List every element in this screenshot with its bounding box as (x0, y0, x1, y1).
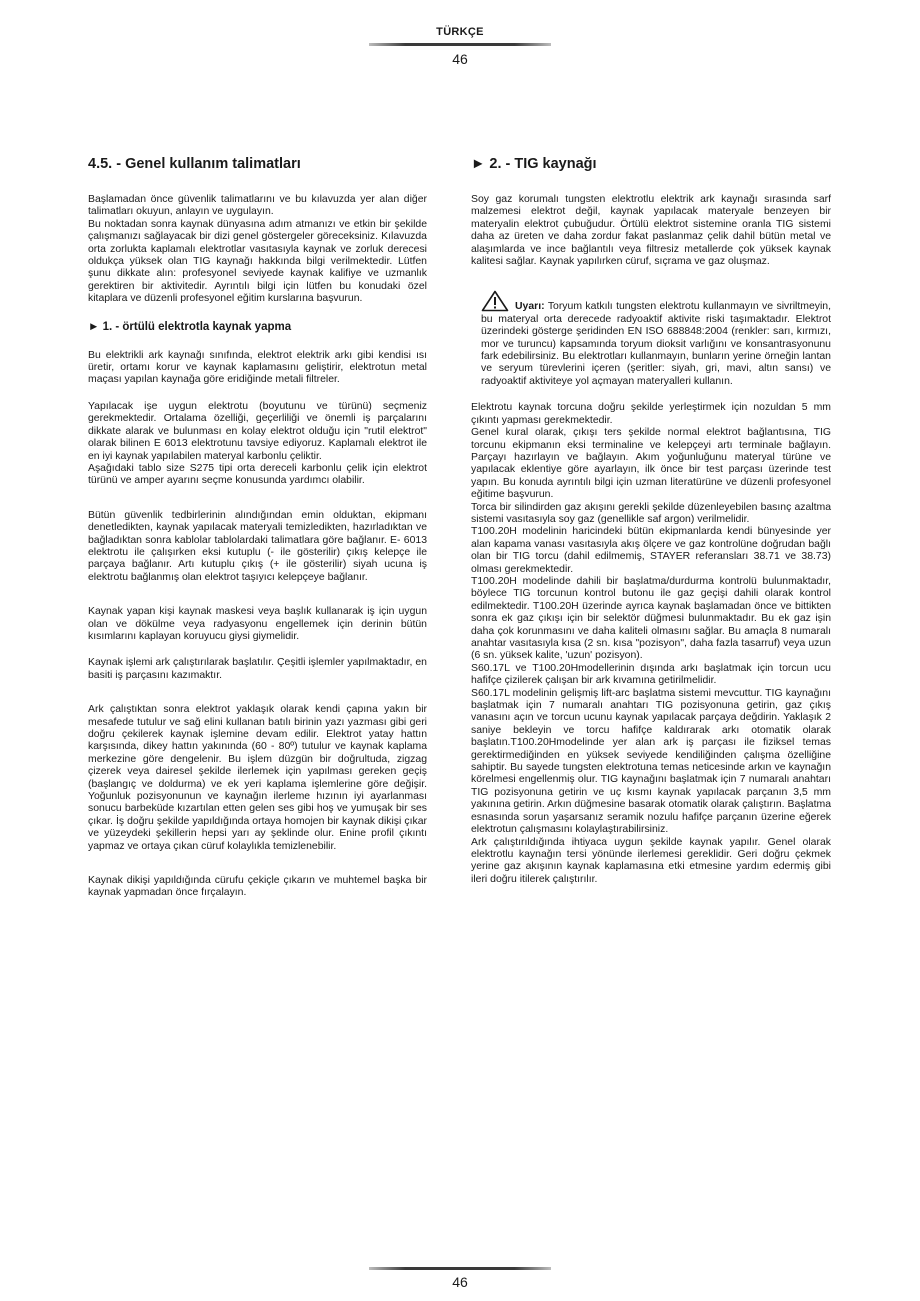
left-column (88, 155, 427, 900)
section-title-tig-welding: ► 2. - TIG kaynağı (471, 156, 597, 172)
right-column (471, 155, 831, 886)
footer-divider (369, 1267, 551, 1270)
paragraph: Genel kural olarak, çıkışı ters şekilde normal elektrot bağlantısına, TIG torcunu ekipmanın eksi terminaline ve kelepçeyi artı terminale bağlayın. Parçayı hazırlayın ve bağlayın. Akım yoğunluğunu materyal türüne ve yapılacak eklentiye göre ayarlayın, ilk önce bir test parçası üzerinde test yapın. Bu konuda ayrıntılı bilgi için uzman literatürüne ve düzenli profesyonel eğitime başvurun. (471, 427, 831, 501)
paragraph: S60.17L modelinin gelişmiş lift-arc başlatma sistemi mevcuttur. TIG kaynağını başlatmak için 7 numaralı anahtarı TIG pozisyonuna getirin, gaz çıkış vanasını açın ve torcun ucunu kaynak yapılacak parçaya değdirin. Yaklaşık 2 saniye bekleyin ve torcu hafifçe kaldırarak arkı otomatik olarak başlatın.T100.20Hmodelinde yer alan ark iş parçası ile fiziksel temas gerektirmediğinden en yüksek seviyede kendiliğinden çalışma özelliğine sahiptir. Bu sayede tungsten elektrotuna temas neticesinde arkın ve kaynağın körelmesi engellenmiş olur. TIG kaynağını başlatmak için 7 numaralı anahtarı TIG pozisyonuna getirin ve uç kısmı kaynak yapılacak parçanın 3,5 mm yakınına getirin. Arkın düğmesine basarak otomatik olarak çalıştırın. Başlatma esnasında sorun yaşarsanız seramik nozulu hafifçe parçanın üzerine eğerek elektrotun çalışmasını kolaylaştırabilirsiniz. (471, 687, 831, 836)
paragraph: Başlamadan önce güvenlik talimatlarını ve bu kılavuzda yer alan diğer talimatları okuyun, anlayın ve uygulayın. (88, 194, 427, 218)
warning-paragraph (471, 290, 831, 388)
paragraph: Yapılacak işe uygun elektrotu (boyutunu ve türünü) seçmeniz gerekmektedir. Ortalama özelliği, geçerliliği ve önemli iş parçalarını dikkate alarak ve bulunması en kolay elektrot olduğu için "rutil elektrot" olarak bilinen E 6013 elektrotunu tavsiye ediyoruz. Kaplamalı elektrot ile en iyi kaynak yapılabilen materyal karbonlu çeliktir. (88, 400, 427, 462)
paragraph: Bu elektrikli ark kaynağı sınıfında, elektrot elektrik arkı gibi kendisi ısı üretir, ortamı korur ve kaynak kaplamasını geliştirir, elektrotun metal maçası yapılan kaynağa göre eridiğinde metali filtreler. (88, 349, 427, 386)
paragraph: T100.20H modelinde dahili bir başlatma/durdurma kontrolü bulunmaktadır, böylece TIG torcunun kontrol butonu ile gaz geçişi dahili olarak kontrol edilmektedir. T100.20H üzerinde ayrıca kaynak başlamadan önce ve bittikten sonra ek gaz çıkışı için bir selektör düğmesi bulunmaktadır. Bu ek gaz işin daha çok korunmasını ve daha kaliteli olmasını sağlar. Bu amaçla 8 numaralı anahtar vasıtasıyla kısa (2 sn. kısa "pozisyon", daha fazla tasarruf) veya uzun (6 sn. yüksek kalite, 'uzun' pozisyon). (471, 575, 831, 662)
paragraph: S60.17L ve T100.20Hmodellerinin dışında arkı başlatmak için torcun ucu hafifçe çizilerek çalışan bir ark kıvamına getirilmelidir. (471, 662, 831, 687)
paragraph: Elektrotu kaynak torcuna doğru şekilde yerleştirmek için nozuldan 5 mm çıkıntı yapması gerekmektedir. (471, 402, 831, 426)
paragraph: Ark çalıştıktan sonra elektrot yaklaşık olarak kendi çapına yakın bir mesafede tutulur ve sağ elini kullanan batılı birinin yazı yazması gibi geri doğru çekilerek kaynak işlemine devam edilir. Elektrot yatay hattın karşısında, dikey hattın yakınında (60 - 80º) tutulur ve kaynak kaplama merkezine göre dengelenir. Bu işlem düzgün bir doğrultuda, zigzag çizerek veya dairesel şekilde ilerlemek için yapılması gereken geçiş (başlangıç ve doldurma) ve ek yeri kaplama işlemlerine göre değişir. Yoğunluk pozisyonunun ve kaynağın ilerleme hızının iyi ayarlanması sonucu barbeküde kızartılan etten gelen ses gibi hoş ve yumuşak bir ses çıkar. İş doğru şekilde yapıldığında ortaya homojen bir kaynak dikişi çıkar ve yüzeydeki şekillerin hepsi yarı ay şeklinde olur. Enine profil çıkıntı yapmaz ve ortaya çıkan cüruf kolaylıkla temizlenebilir. (88, 704, 427, 852)
paragraph: Kaynak yapan kişi kaynak maskesi veya başlık kullanarak iş için uygun olan ve dökülme veya radyasyonu engellemek için derinin bütün kısımlarını kaplayan koruyucu giysi giymelidir. (88, 606, 427, 642)
subsection-title-coated-electrode: ► 1. - örtülü elektrotla kaynak yapma (88, 320, 292, 333)
paragraph: Aşağıdaki tablo size S275 tipi orta dereceli karbonlu çelik için elektrot türünü ve amper ayarını seçme konusunda yardımcı olabilir. (88, 462, 427, 487)
paragraph: Kaynak işlemi ark çalıştırılarak başlatılır. Çeşitli işlemler yapılmaktadır, en basiti iş parçasını kazımaktır. (88, 657, 427, 681)
paragraph: Ark çalıştırıldığında ihtiyaca uygun şekilde kaynak yapılır. Genel olarak elektrotlu kaynağın tersi yönünde ilerlemesi gereklidir. Geri doğru çekmek yerine gaz akışının kaynak kaplamasına etki etmesine yardım edermiş gibi ileri doğru itilerek çalıştırılır. (471, 836, 831, 885)
page-number-top: 46 (452, 51, 468, 67)
paragraph: Soy gaz korumalı tungsten elektrotlu elektrik ark kaynağı sırasında sarf malzemesi elektrot değil, kaynak yapılacak materyale benzeyen bir materyalin elektrot çubuğudur. Örtülü elektrot sistemine oranla TIG sistemi daha az üreten ve daha zordur fakat paslanmaz çelik dahil bütün metal ve alaşımlarda ve ince bağlantılı veya filtresiz metallerde çok yüksek kaynak kalitesi sağlar. Kaynak yapılırken cüruf, sıçrama ve gaz oluşmaz. (471, 194, 831, 268)
language-label: TÜRKÇE (436, 26, 484, 38)
page-number-bottom: 46 (452, 1274, 468, 1290)
section-title-general-instructions: 4.5. - Genel kullanım talimatları (88, 156, 301, 172)
warning-label: Uyarı: (515, 301, 545, 313)
paragraph: T100.20H modelinin haricindeki bütün ekipmanlarda kendi bünyesinde yer alan kapama vanası vasıtasıyla akış ölçere ve gaz kontrolüne doğrudan bağlı olan bir TIG torcu (dahil edilmemiş, STAYER referansları 38.71 ve 38.73) olması gerekmektedir. (471, 526, 831, 575)
warning-text: Toryum katkılı tungsten elektrotu kullanmayın ve sivriltmeyin, bu materyal orta derecede radyoaktif aktivite riski taşımaktadır. Elektrot üzerindeki gösterge şeridinden EN ISO 688848:2004 (renkler: sarı, kırmızı, mor ve turuncu) kapsamında toryum dioksit varlığını ve konsantrasyonunu fark edebilirsiniz. Bu elektrotları kullanmayın, bunların yerine örneğin lantan ve seryum türevlerini içeren (şeritler: siyah, gri, mavi, altın sansı) ve radyoaktif aktiviteye yol açmayan materyalleri kullanın. (481, 301, 831, 387)
paragraph: Bütün güvenlik tedbirlerinin alındığından emin olduktan, ekipmanı denetledikten, kaynak yapılacak materyali temizledikten, hazırladıktan ve bağladıktan sonra kablolar tablolardaki talimatlara göre bağlanır. E- 6013 elektrotu ile çalışırken eksi kutuplu (- ile gösterilir) çıkış kelepçe ile parçaya bağlanır. Artı kutuplu çıkış (+ ile gösterilir) siyah ucuna iş elektrotu bağlanmış olan elektrot taşıyıcı kelepçeye bağlanır. (88, 509, 427, 583)
paragraph: Torca bir silindirden gaz akışını gerekli şekilde düzenleyebilen basınç azaltma sistemi vasıtasıyla soy gaz (genellikle saf argon) verilmelidir. (471, 501, 831, 525)
paragraph: Bu noktadan sonra kaynak dünyasına adım atmanızı ve etkin bir şekilde çalışmanızı sağlayacak bir dizi genel göstergeler göreceksiniz. Kılavuzda orta zorlukta kaplamalı elektrotlar vasıtasıyla kaynak ve zorluk derecesi oldukça yüksek olan TIG kaynağı hakkında bilgi verilmektedir. Lütfen şunu dikkate alın: profesyonel seviyede kaynak kalifiye ve uzmanlık gerektiren bir aktivitedir. Ayrıntılı bilgi için lütfen bu konudaki özel kitaplara ve düzenli profesyonel eğitim kurslarına başvurun. (88, 218, 427, 305)
paragraph: Kaynak dikişi yapıldığında cürufu çekiçle çıkarın ve muhtemel başka bir kaynak yapmadan önce fırçalayın. (88, 875, 427, 899)
warning-triangle-icon (481, 290, 509, 312)
header-divider (369, 43, 551, 46)
